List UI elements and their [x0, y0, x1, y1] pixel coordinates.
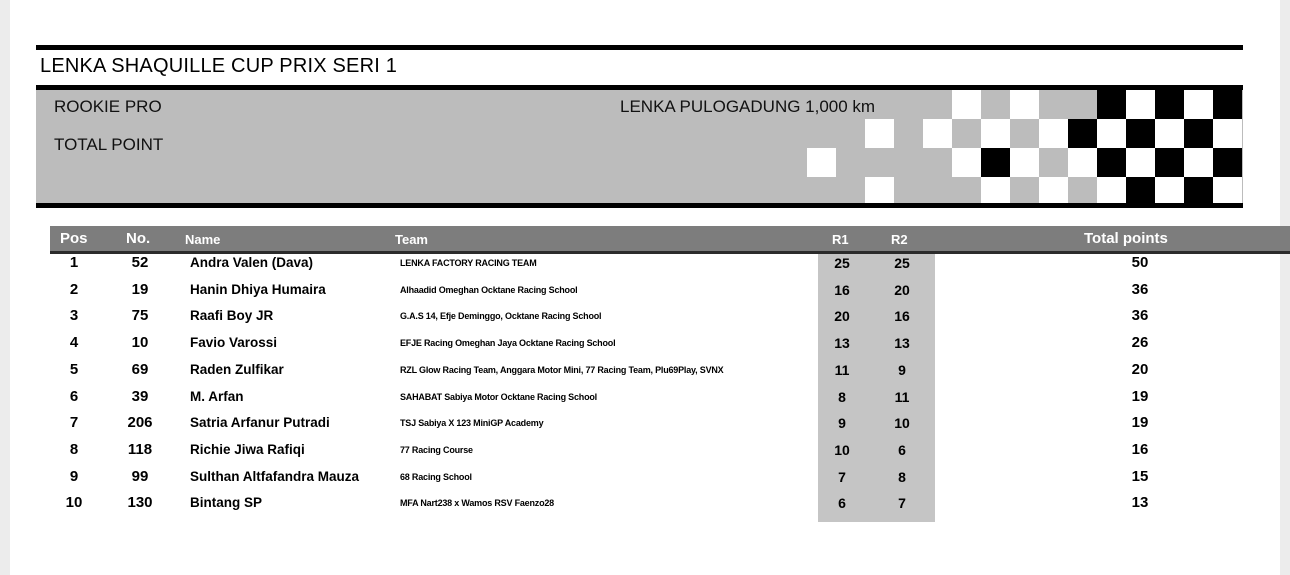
cell-name: Raden Zulfikar [190, 362, 284, 377]
cell-team: G.A.S 14, Efje Deminggo, Ocktane Racing School [400, 311, 602, 321]
cell-r1: 6 [838, 495, 846, 511]
cell-no: 19 [131, 281, 149, 298]
cell-no: 39 [131, 388, 149, 405]
cell-no: 10 [131, 334, 149, 351]
cell-no: 99 [131, 468, 149, 485]
header-r1: R1 [832, 232, 849, 247]
cell-team: 77 Racing Course [400, 445, 473, 455]
cell-name: Bintang SP [190, 495, 263, 510]
cell-no: 69 [131, 361, 149, 378]
header-pos: Pos [60, 230, 88, 247]
cell-pos: 8 [69, 441, 79, 458]
cell-total: 15 [1131, 468, 1149, 485]
cell-r1: 13 [834, 335, 850, 351]
cell-total: 20 [1131, 361, 1149, 378]
subtitle-label: TOTAL POINT [54, 135, 164, 154]
cell-pos: 3 [69, 307, 79, 324]
cell-pos: 10 [65, 494, 83, 511]
cell-team: MFA Nart238 x Wamos RSV Faenzo28 [400, 498, 554, 508]
cell-r1: 20 [834, 308, 850, 324]
cell-team: LENKA FACTORY RACING TEAM [400, 258, 537, 268]
cell-total: 19 [1131, 388, 1149, 405]
page-title: LENKA SHAQUILLE CUP PRIX SERI 1 [40, 55, 398, 77]
table-row [0, 277, 1290, 303]
cell-r1: 10 [834, 442, 850, 458]
cell-total: 26 [1131, 334, 1149, 351]
cell-pos: 6 [69, 388, 79, 405]
cell-r1: 9 [838, 415, 846, 431]
header-name: Name [185, 232, 221, 247]
table-row [0, 303, 1290, 329]
cell-pos: 2 [69, 281, 79, 298]
banner-bottom-rule [36, 203, 1243, 208]
cell-team: RZL Glow Racing Team, Anggara Motor Mini, 77 Racing Team, Plu69Play, SVNX [400, 365, 724, 375]
cell-no: 75 [131, 307, 149, 324]
top-rule [36, 45, 1243, 50]
cell-name: Satria Arfanur Putradi [190, 415, 330, 430]
header-r2: R2 [891, 232, 908, 247]
cell-team: TSJ Sabiya X 123 MiniGP Academy [400, 418, 544, 428]
cell-team: 68 Racing School [400, 472, 472, 482]
cell-r2: 8 [898, 469, 906, 485]
cell-total: 50 [1131, 254, 1149, 271]
cell-total: 13 [1131, 494, 1149, 511]
cell-team: EFJE Racing Omeghan Jaya Ocktane Racing School [400, 338, 616, 348]
header-team: Team [395, 232, 428, 247]
cell-total: 16 [1131, 441, 1149, 458]
cell-name: Hanin Dhiya Humaira [190, 282, 326, 297]
cell-r2: 20 [894, 282, 910, 298]
cell-r1: 7 [838, 469, 846, 485]
cell-r2: 25 [894, 255, 910, 271]
cell-no: 206 [127, 414, 153, 431]
cell-r1: 8 [838, 389, 846, 405]
cell-total: 36 [1131, 281, 1149, 298]
cell-name: Andra Valen (Dava) [190, 255, 314, 270]
cell-r2: 13 [894, 335, 910, 351]
cell-no: 130 [127, 494, 153, 511]
cell-pos: 1 [69, 254, 79, 271]
cell-r1: 11 [834, 362, 850, 378]
cell-pos: 4 [69, 334, 79, 351]
cell-pos: 7 [69, 414, 79, 431]
cell-total: 19 [1131, 414, 1149, 431]
table-row [0, 330, 1290, 356]
table-row [0, 464, 1290, 490]
table-row [0, 357, 1290, 383]
circuit-label: LENKA PULOGADUNG 1,000 km [620, 97, 876, 116]
table-row [0, 437, 1290, 463]
cell-r1: 16 [834, 282, 850, 298]
table-row [0, 250, 1290, 276]
header-no: No. [126, 230, 151, 247]
cell-name: M. Arfan [190, 389, 244, 404]
table-row [0, 410, 1290, 436]
cell-name: Favio Varossi [190, 335, 278, 350]
table-row [0, 490, 1290, 516]
cell-name: Richie Jiwa Rafiqi [190, 442, 305, 457]
cell-name: Sulthan Altfafandra Mauza [190, 469, 360, 484]
header-banner [36, 90, 1243, 204]
cell-total: 36 [1131, 307, 1149, 324]
table-row [0, 384, 1290, 410]
checkered-flag-graphic [836, 90, 1243, 204]
cell-r2: 9 [898, 362, 906, 378]
cell-team: Alhaadid Omeghan Ocktane Racing School [400, 285, 578, 295]
category-label: ROOKIE PRO [54, 97, 162, 116]
cell-r2: 11 [894, 389, 910, 405]
cell-r2: 7 [898, 495, 906, 511]
cell-no: 52 [131, 254, 149, 271]
cell-r2: 10 [894, 415, 910, 431]
cell-pos: 9 [69, 468, 79, 485]
cell-r2: 6 [898, 442, 906, 458]
cell-name: Raafi Boy JR [190, 308, 274, 323]
cell-pos: 5 [69, 361, 79, 378]
cell-team: SAHABAT Sabiya Motor Ocktane Racing School [400, 392, 597, 402]
cell-r2: 16 [894, 308, 910, 324]
header-total: Total points [1084, 230, 1168, 247]
cell-no: 118 [127, 441, 153, 458]
cell-r1: 25 [834, 255, 850, 271]
